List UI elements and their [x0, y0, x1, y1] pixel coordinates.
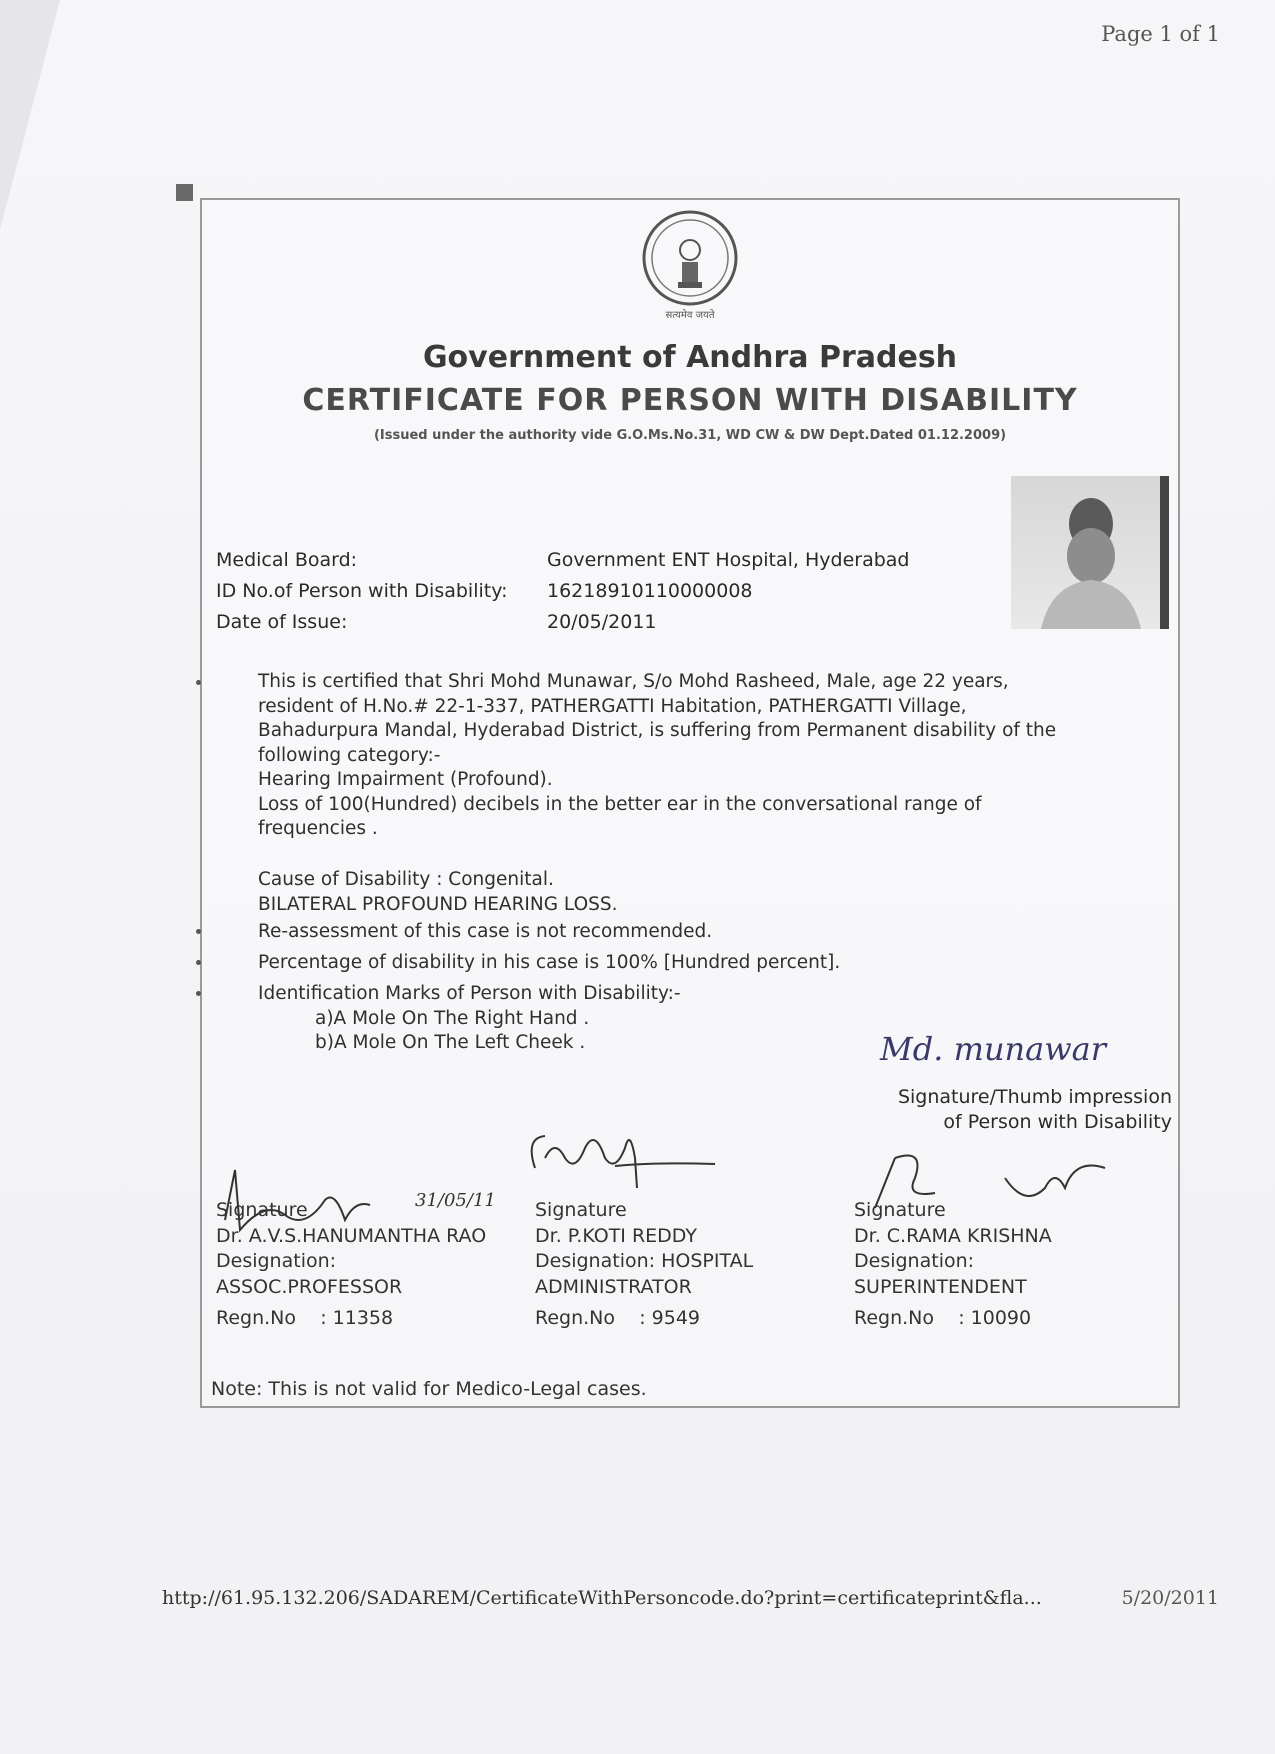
medical-board-label: Medical Board:: [216, 549, 358, 571]
certification-line: following category:-: [258, 744, 441, 766]
cause-block: [258, 868, 618, 917]
bullet-mark: [196, 991, 201, 996]
emblem-caption: सत्यमेव जयते: [665, 310, 715, 321]
designation-value: ADMINISTRATOR: [535, 1275, 692, 1298]
state-emblem-icon: [635, 208, 745, 326]
validity-note: Note: This is not valid for Medico-Legal cases.: [211, 1378, 647, 1400]
reassessment-text: Re-assessment of this case is not recommended.: [258, 921, 713, 942]
identification-mark: a)A Mole On The Right Hand .: [315, 1007, 590, 1029]
medical-board-value: Government ENT Hospital, Hyderabad: [547, 549, 910, 571]
issuing-authority: (Issued under the authority vide G.O.Ms.No.31, WD CW & DW Dept.Dated 01.12.2009): [373, 428, 1007, 443]
identification-marks: [258, 982, 681, 1056]
signature-label: Signature: [854, 1199, 946, 1221]
certification-line: Hearing Impairment (Profound).: [258, 769, 553, 790]
certification-line: frequencies .: [258, 818, 378, 839]
registration-number: Regn.No : 9549: [535, 1307, 700, 1329]
designation-value: ASSOC.PROFESSOR: [216, 1275, 403, 1298]
signatory-name: Dr. C.RAMA KRISHNA: [854, 1224, 1052, 1247]
patient-handwritten-signature: Md. munawar: [880, 1030, 1106, 1068]
folded-corner: [0, 0, 60, 230]
registration-number: Regn.No : 11358: [216, 1307, 394, 1329]
handwritten-signature-2: [515, 1118, 725, 1198]
signatory-3: [854, 1198, 1052, 1332]
signatory-1: [216, 1198, 486, 1332]
signatory-2: [535, 1198, 753, 1332]
designation-label: Designation:: [216, 1250, 337, 1272]
print-date: 5/20/2011: [1121, 1587, 1219, 1609]
handwritten-date: 31/05/11: [415, 1190, 496, 1211]
bullet-mark: [196, 680, 201, 685]
bullet-mark: [196, 960, 201, 965]
identification-mark: b)A Mole On The Left Cheek .: [315, 1032, 586, 1053]
government-title: Government of Andhra Pradesh: [422, 340, 958, 375]
designation-label: Designation: HOSPITAL: [535, 1250, 754, 1272]
patient-signature-caption: Signature/Thumb impression of Person with Disability: [897, 1086, 1172, 1133]
designation-label: Designation:: [854, 1250, 975, 1272]
cause-of-disability: Cause of Disability : Congenital.: [258, 869, 554, 890]
designation-value: SUPERINTENDENT: [854, 1275, 1027, 1298]
issue-date-label: Date of Issue:: [216, 611, 348, 633]
cause-detail: BILATERAL PROFOUND HEARING LOSS.: [258, 893, 618, 915]
signature-label: Signature: [216, 1199, 308, 1221]
disability-id-value: 16218910110000008: [547, 580, 753, 602]
certification-line: This is certified that Shri Mohd Munawar, S/o Mohd Rasheed, Male, age 22 years,: [258, 671, 1009, 692]
source-url: http://61.95.132.206/SADAREM/CertificateWithPersoncode.do?print=certificateprint&fla...: [162, 1587, 1042, 1609]
person-photo: [1011, 476, 1169, 629]
percentage-text: Percentage of disability in his case is 100% [Hundred percent].: [258, 952, 841, 973]
frame-corner-mark: [176, 184, 193, 201]
signatory-name: Dr. P.KOTI REDDY: [535, 1224, 697, 1247]
page-number: Page 1 of 1: [1101, 22, 1220, 46]
identification-heading: Identification Marks of Person with Disability:-: [258, 983, 681, 1004]
signatory-name: Dr. A.V.S.HANUMANTHA RAO: [216, 1224, 487, 1247]
certification-line: Bahadurpura Mandal, Hyderabad District, is suffering from Permanent disability of the: [258, 720, 1057, 741]
certification-line: resident of H.No.# 22-1-337, PATHERGATTI Habitation, PATHERGATTI Village,: [258, 695, 967, 717]
signature-label: Signature: [535, 1199, 627, 1221]
issue-date-value: 20/05/2011: [547, 611, 657, 633]
registration-number: Regn.No : 10090: [854, 1307, 1032, 1329]
certification-line: Loss of 100(Hundred) decibels in the better ear in the conversational range of: [258, 793, 982, 815]
certificate-title: CERTIFICATE FOR PERSON WITH DISABILITY: [302, 383, 1078, 418]
disability-id-label: ID No.of Person with Disability:: [216, 580, 508, 602]
certification-paragraph: [258, 670, 1056, 842]
bullet-mark: [196, 929, 201, 934]
